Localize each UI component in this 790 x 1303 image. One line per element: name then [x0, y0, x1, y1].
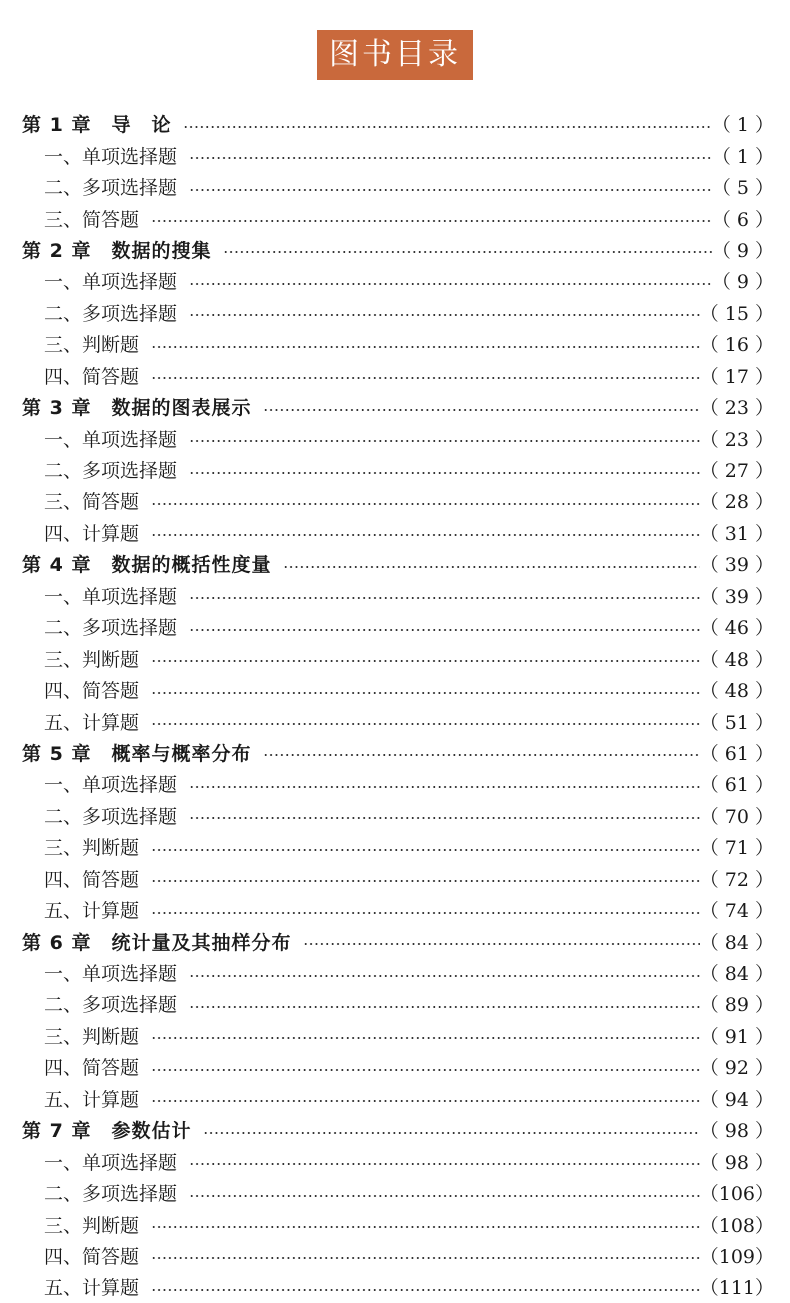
- toc-section-row[interactable]: [22, 611, 774, 642]
- section-title: 一、单项选择题: [44, 774, 178, 797]
- page-number: （ 91 ）: [699, 1025, 774, 1048]
- page-number: （ 89 ）: [699, 994, 774, 1017]
- toc-section-row[interactable]: [22, 422, 774, 453]
- section-title: 三、简答题: [44, 491, 140, 514]
- dot-leader: [223, 251, 711, 253]
- section-title: 三、判断题: [44, 334, 140, 357]
- toc-section-row[interactable]: [22, 863, 774, 894]
- dot-leader: [189, 472, 700, 474]
- section-title: 三、判断题: [44, 648, 140, 671]
- toc-section-row[interactable]: [22, 1145, 774, 1176]
- page-number: （ 84 ）: [699, 931, 774, 954]
- toc-section-row[interactable]: [22, 485, 774, 516]
- dot-leader: [189, 975, 700, 977]
- page-number: （111）: [699, 1277, 774, 1300]
- toc-section-row[interactable]: [22, 517, 774, 548]
- section-title: 三、判断题: [44, 1025, 140, 1048]
- toc-section-row[interactable]: [22, 988, 774, 1019]
- toc-section-row[interactable]: [22, 957, 774, 988]
- chapter-title: 第 6 章 统计量及其抽样分布: [22, 931, 292, 954]
- page-number: （109）: [699, 1245, 774, 1268]
- page-number: （ 92 ）: [699, 1057, 774, 1080]
- section-title: 二、多项选择题: [44, 177, 178, 200]
- toc-chapter-row[interactable]: [22, 925, 774, 956]
- toc-section-row[interactable]: [22, 1051, 774, 1082]
- section-title: 五、计算题: [44, 900, 140, 923]
- section-title: 四、简答题: [44, 1057, 140, 1080]
- toc-chapter-row[interactable]: [22, 391, 774, 422]
- page-number: （ 46 ）: [699, 617, 774, 640]
- dot-leader: [203, 1132, 699, 1134]
- toc-section-row[interactable]: [22, 328, 774, 359]
- dot-leader: [151, 377, 700, 379]
- dot-leader: [189, 157, 712, 159]
- page-number: （ 51 ）: [699, 711, 774, 734]
- chapter-title: 第 1 章 导 论: [22, 114, 172, 137]
- dot-leader: [263, 754, 699, 756]
- section-title: 五、计算题: [44, 1277, 140, 1300]
- toc-section-row[interactable]: [22, 265, 774, 296]
- toc-section-row[interactable]: [22, 831, 774, 862]
- page-number: （ 17 ）: [699, 365, 774, 388]
- dot-leader: [189, 440, 700, 442]
- section-title: 四、简答题: [44, 868, 140, 891]
- toc-chapter-row[interactable]: [22, 737, 774, 768]
- page-number: （ 39 ）: [699, 585, 774, 608]
- section-title: 一、单项选择题: [44, 585, 178, 608]
- dot-leader: [189, 1006, 700, 1008]
- page-number: （ 98 ）: [699, 1120, 774, 1143]
- toc-section-row[interactable]: [22, 580, 774, 611]
- chapter-title: 第 3 章 数据的图表展示: [22, 397, 252, 420]
- page-number: （ 31 ）: [699, 522, 774, 545]
- dot-leader: [189, 817, 700, 819]
- toc-section-row[interactable]: [22, 139, 774, 170]
- section-title: 三、简答题: [44, 208, 140, 231]
- toc-section-row[interactable]: [22, 202, 774, 233]
- page-number: （ 27 ）: [699, 460, 774, 483]
- section-title: 三、判断题: [44, 837, 140, 860]
- dot-leader: [189, 1163, 700, 1165]
- toc-chapter-row[interactable]: [22, 1114, 774, 1145]
- section-title: 四、计算题: [44, 522, 140, 545]
- section-title: 二、多项选择题: [44, 302, 178, 325]
- toc-section-row[interactable]: [22, 360, 774, 391]
- toc-section-row[interactable]: [22, 1083, 774, 1114]
- section-title: 一、单项选择题: [44, 271, 178, 294]
- section-title: 一、单项选择题: [44, 428, 178, 451]
- page-number: （ 28 ）: [699, 491, 774, 514]
- page-number: （ 61 ）: [699, 774, 774, 797]
- page-title-area: [0, 30, 790, 80]
- dot-leader: [189, 314, 700, 316]
- toc-section-row[interactable]: [22, 1240, 774, 1271]
- toc-section-row[interactable]: [22, 1177, 774, 1208]
- page-number: （ 15 ）: [699, 302, 774, 325]
- dot-leader: [151, 1037, 700, 1039]
- toc-section-row[interactable]: [22, 1271, 774, 1302]
- toc-section-row[interactable]: [22, 674, 774, 705]
- page-number: （ 6 ）: [711, 208, 774, 231]
- dot-leader: [151, 723, 700, 725]
- page-number: （ 9 ）: [711, 239, 774, 262]
- toc-chapter-row[interactable]: [22, 548, 774, 579]
- page-number: （ 98 ）: [699, 1151, 774, 1174]
- page-number: （ 48 ）: [699, 680, 774, 703]
- dot-leader: [151, 1257, 700, 1259]
- section-title: 二、多项选择题: [44, 994, 178, 1017]
- toc-section-row[interactable]: [22, 171, 774, 202]
- section-title: 三、判断题: [44, 1214, 140, 1237]
- toc-section-row[interactable]: [22, 894, 774, 925]
- section-title: 一、单项选择题: [44, 963, 178, 986]
- dot-leader: [151, 1100, 700, 1102]
- page-number: （108）: [699, 1214, 774, 1237]
- toc-chapter-row[interactable]: [22, 108, 774, 139]
- dot-leader: [151, 503, 700, 505]
- dot-leader: [151, 220, 712, 222]
- chapter-title: 第 7 章 参数估计: [22, 1120, 192, 1143]
- section-title: 二、多项选择题: [44, 805, 178, 828]
- page-number: （ 23 ）: [699, 397, 774, 420]
- toc-section-row[interactable]: [22, 642, 774, 673]
- section-title: 四、简答题: [44, 680, 140, 703]
- toc-section-row[interactable]: [22, 1208, 774, 1239]
- toc-section-row[interactable]: [22, 297, 774, 328]
- page-number: （ 71 ）: [699, 837, 774, 860]
- toc-section-row[interactable]: [22, 1020, 774, 1051]
- page-number: （ 84 ）: [699, 963, 774, 986]
- dot-leader: [151, 660, 700, 662]
- dot-leader: [151, 1226, 700, 1228]
- section-title: 一、单项选择题: [44, 1151, 178, 1174]
- dot-leader: [151, 912, 700, 914]
- toc-section-row[interactable]: [22, 454, 774, 485]
- page-number: （106）: [699, 1183, 774, 1206]
- toc-section-row[interactable]: [22, 705, 774, 736]
- toc-section-row[interactable]: [22, 800, 774, 831]
- table-of-contents: [22, 108, 774, 1303]
- section-title: 五、计算题: [44, 711, 140, 734]
- section-title: 四、简答题: [44, 365, 140, 388]
- page-number: （ 9 ）: [711, 271, 774, 294]
- chapter-title: 第 4 章 数据的概括性度量: [22, 554, 272, 577]
- dot-leader: [303, 943, 699, 945]
- dot-leader: [189, 629, 700, 631]
- page-number: （ 70 ）: [699, 805, 774, 828]
- dot-leader: [151, 534, 700, 536]
- dot-leader: [151, 849, 700, 851]
- section-title: 五、计算题: [44, 1088, 140, 1111]
- page-number: （ 5 ）: [711, 177, 774, 200]
- dot-leader: [263, 409, 699, 411]
- dot-leader: [189, 597, 700, 599]
- dot-leader: [283, 566, 699, 568]
- page-number: （ 1 ）: [711, 114, 774, 137]
- page-title: 图书目录: [317, 30, 473, 80]
- dot-leader: [189, 786, 700, 788]
- page-number: （ 72 ）: [699, 868, 774, 891]
- dot-leader: [151, 1069, 700, 1071]
- dot-leader: [189, 283, 712, 285]
- page-number: （ 23 ）: [699, 428, 774, 451]
- chapter-title: 第 5 章 概率与概率分布: [22, 742, 252, 765]
- dot-leader: [151, 692, 700, 694]
- dot-leader: [151, 346, 700, 348]
- page-number: （ 94 ）: [699, 1088, 774, 1111]
- dot-leader: [189, 189, 712, 191]
- page-number: （ 39 ）: [699, 554, 774, 577]
- section-title: 二、多项选择题: [44, 1183, 178, 1206]
- page-number: （ 1 ）: [711, 145, 774, 168]
- toc-section-row[interactable]: [22, 768, 774, 799]
- section-title: 二、多项选择题: [44, 617, 178, 640]
- dot-leader: [151, 1289, 700, 1291]
- page-number: （ 61 ）: [699, 742, 774, 765]
- section-title: 二、多项选择题: [44, 460, 178, 483]
- section-title: 四、简答题: [44, 1245, 140, 1268]
- chapter-title: 第 2 章 数据的搜集: [22, 239, 212, 262]
- page-number: （ 16 ）: [699, 334, 774, 357]
- dot-leader: [151, 880, 700, 882]
- dot-leader: [189, 1195, 700, 1197]
- page-number: （ 48 ）: [699, 648, 774, 671]
- page-number: （ 74 ）: [699, 900, 774, 923]
- toc-chapter-row[interactable]: [22, 234, 774, 265]
- dot-leader: [183, 126, 711, 128]
- section-title: 一、单项选择题: [44, 145, 178, 168]
